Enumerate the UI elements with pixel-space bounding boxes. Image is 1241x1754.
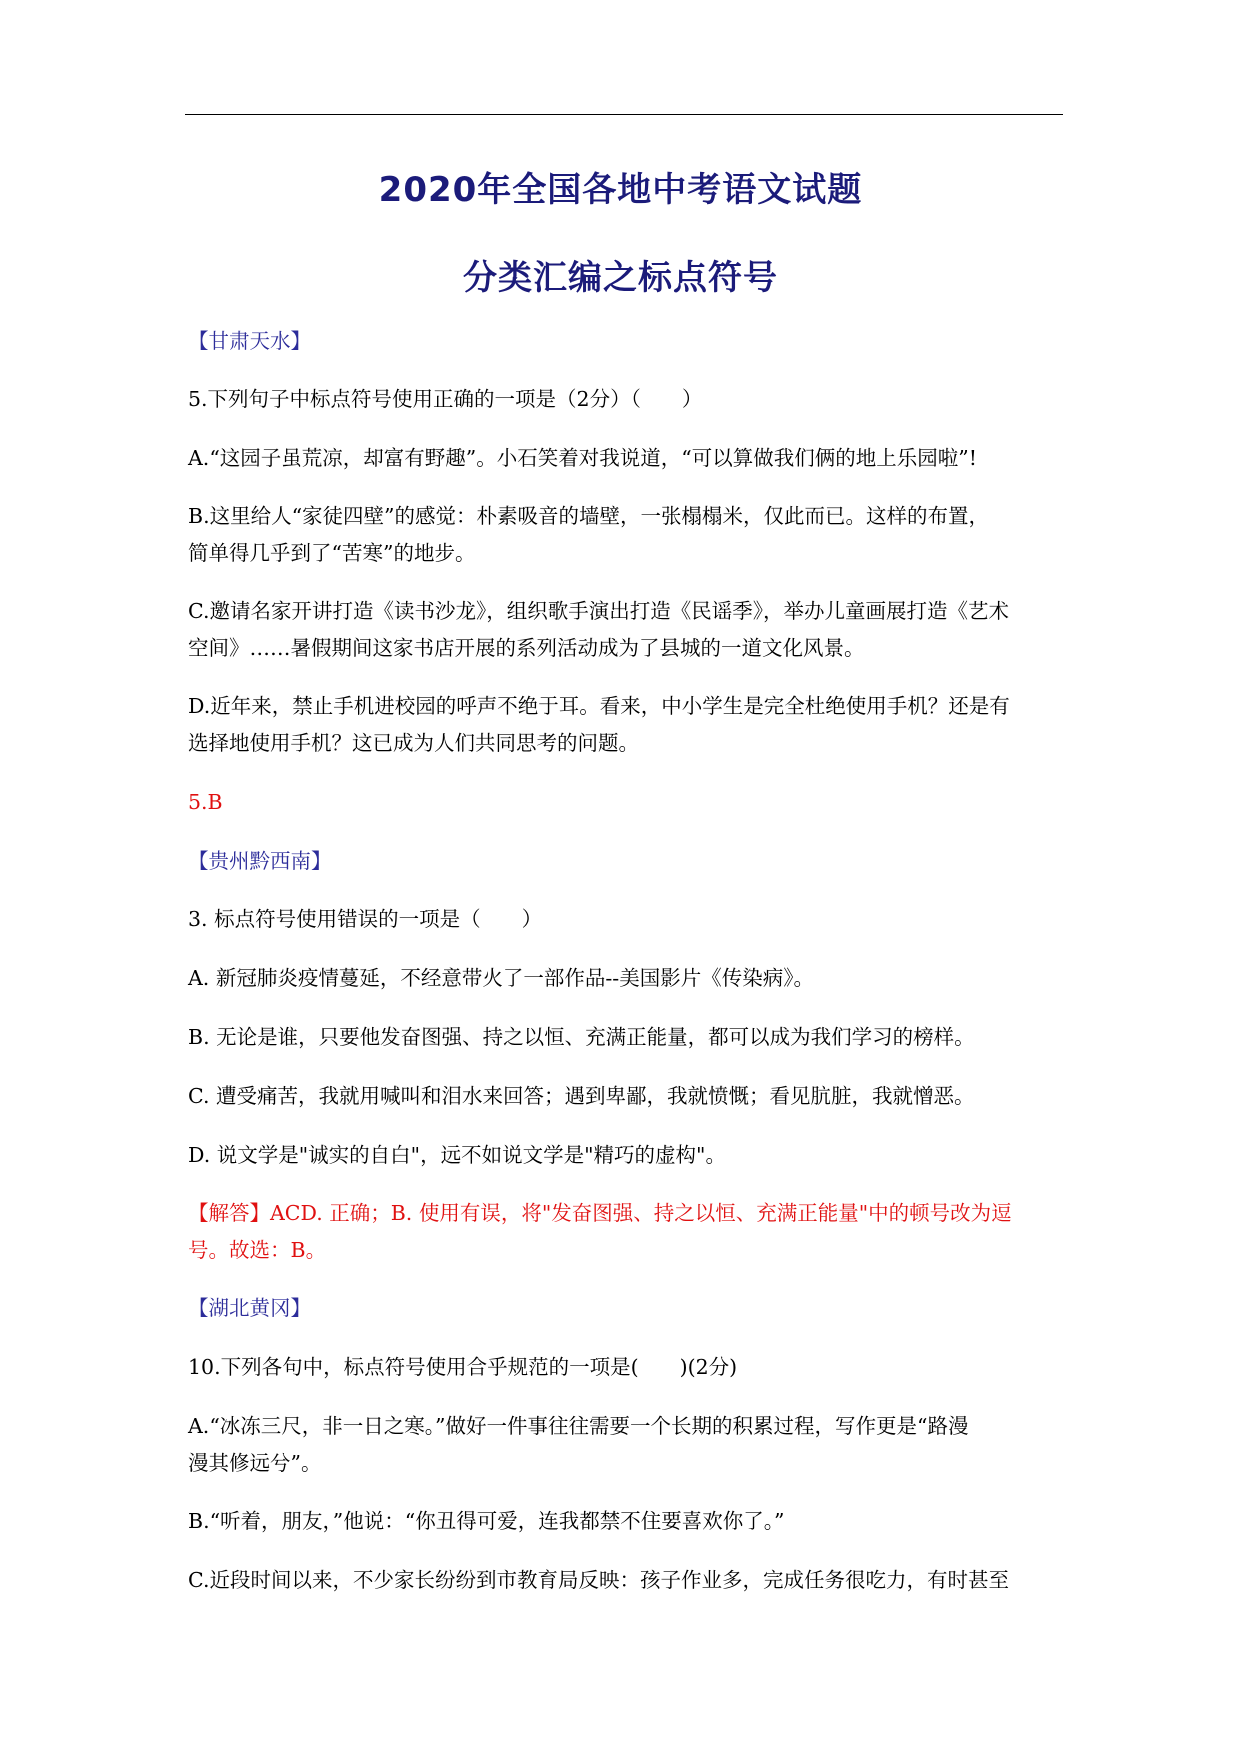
region-heading: 【湖北黄冈】 bbox=[188, 1296, 311, 1320]
question-stem: 3. 标点符号使用错误的一项是（ ） bbox=[188, 907, 543, 931]
option-d: D.近年来，禁止手机进校园的呼声不绝于耳。看来，中小学生是完全杜绝使用手机？还是有 bbox=[188, 694, 1010, 718]
option-d: D. 说文学是"诚实的自白"，远不如说文学是"精巧的虚构"。 bbox=[188, 1143, 726, 1167]
option-c: C.近段时间以来，不少家长纷纷到市教育局反映：孩子作业多，完成任务很吃力，有时甚至 bbox=[188, 1568, 1009, 1592]
option-a: A.“这园子虽荒凉，却富有野趣”。小石笑着对我说道，“可以算做我们俩的地上乐园啦”! bbox=[188, 446, 977, 470]
option-c: C.邀请名家开讲打造《读书沙龙》，组织歌手演出打造《民谣季》，举办儿童画展打造《艺术 bbox=[188, 599, 1009, 623]
option-b-cont: 简单得几乎到了“苦寒”的地步。 bbox=[188, 541, 476, 565]
question-stem: 5.下列句子中标点符号使用正确的一项是（2分）（ ） bbox=[188, 387, 703, 411]
answer: 5.B bbox=[188, 790, 223, 814]
option-d-cont: 选择地使用手机？这已成为人们共同思考的问题。 bbox=[188, 731, 639, 755]
option-b: B. 无论是谁，只要他发奋图强、持之以恒、充满正能量，都可以成为我们学习的榜样。 bbox=[188, 1025, 975, 1049]
header-rule bbox=[185, 114, 1063, 115]
option-b: B.“听着，朋友，”他说：“你丑得可爱，连我都禁不住要喜欢你了。” bbox=[188, 1509, 785, 1533]
answer: 【解答】ACD. 正确；B. 使用有误，将"发奋图强、持之以恒、充满正能量"中的顿号改为逗 bbox=[188, 1201, 1012, 1225]
page-subtitle: 分类汇编之标点符号 bbox=[463, 258, 778, 298]
page-title: 2020年全国各地中考语文试题 bbox=[378, 170, 863, 210]
region-heading: 【甘肃天水】 bbox=[188, 329, 311, 353]
answer-cont: 号。故选：B。 bbox=[188, 1238, 327, 1262]
question-stem: 10.下列各句中，标点符号使用合乎规范的一项是( )(2分) bbox=[188, 1355, 738, 1379]
option-a: A. 新冠肺炎疫情蔓延，不经意带火了一部作品--美国影片《传染病》。 bbox=[188, 966, 814, 990]
option-a-cont: 漫其修远兮”。 bbox=[188, 1451, 322, 1475]
option-c-cont: 空间》……暑假期间这家书店开展的系列活动成为了县城的一道文化风景。 bbox=[188, 636, 865, 660]
region-heading: 【贵州黔西南】 bbox=[188, 849, 332, 873]
option-a: A.“冰冻三尺，非一日之寒。”做好一件事往往需要一个长期的积累过程，写作更是“路漫 bbox=[188, 1414, 969, 1438]
option-b: B.这里给人“家徒四壁”的感觉：朴素吸音的墙壁，一张榻榻米，仅此而已。这样的布置， bbox=[188, 504, 990, 528]
option-c: C. 遭受痛苦，我就用喊叫和泪水来回答；遇到卑鄙，我就愤慨；看见肮脏，我就憎恶。 bbox=[188, 1084, 975, 1108]
